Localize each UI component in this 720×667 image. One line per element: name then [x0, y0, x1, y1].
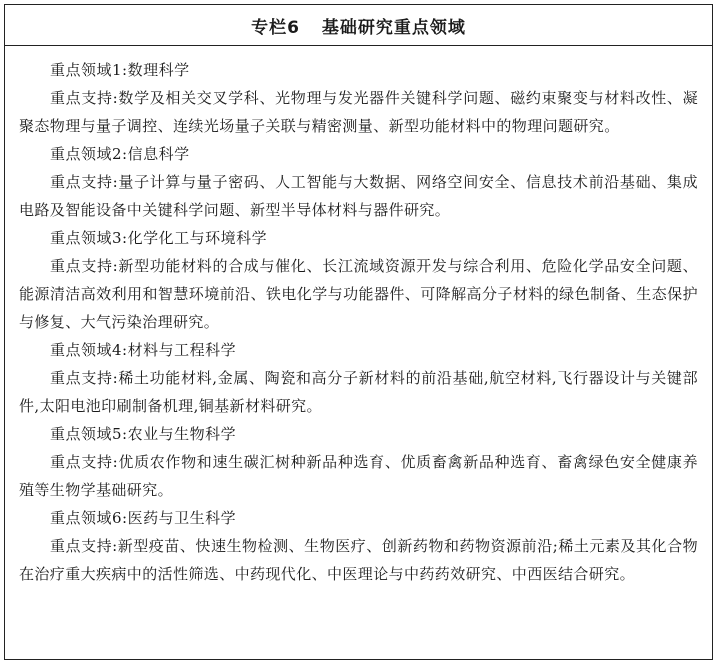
box-label: 专栏6 — [251, 17, 300, 38]
area-heading: 重点领域5:农业与生物科学 — [50, 425, 237, 443]
area-block — [19, 140, 698, 224]
area-block — [19, 420, 698, 504]
area-support: 重点支持:量子计算与量子密码、人工智能与大数据、网络空间安全、信息技术前沿基础、集成电路及智能设备中关键科学问题、新型半导体材料与器件研究。 — [19, 173, 698, 219]
area-support: 重点支持:优质农作物和速生碳汇树种新品种选育、优质畜禽新品种选育、畜禽绿色安全健康养殖等生物学基础研究。 — [19, 453, 698, 499]
area-block — [19, 56, 698, 140]
box-title-bar — [5, 5, 712, 46]
area-support: 重点支持:新型功能材料的合成与催化、长江流域资源开发与综合利用、危险化学品安全问题、能源清洁高效利用和智慧环境前沿、铁电化学与功能器件、可降解高分子材料的绿色制备、生态保护与修复、大气污染治理研究。 — [19, 257, 698, 331]
area-block — [19, 336, 698, 420]
feature-box — [4, 4, 713, 660]
area-heading: 重点领域1:数理科学 — [50, 61, 190, 79]
area-heading: 重点领域2:信息科学 — [50, 145, 190, 163]
area-block — [19, 224, 698, 336]
area-heading: 重点领域4:材料与工程科学 — [50, 341, 237, 359]
area-heading: 重点领域3:化学化工与环境科学 — [50, 229, 268, 247]
area-support: 重点支持:数学及相关交叉学科、光物理与发光器件关键科学问题、磁约束聚变与材料改性、凝聚态物理与量子调控、连续光场量子关联与精密测量、新型功能材料中的物理问题研究。 — [19, 89, 698, 135]
area-support: 重点支持:新型疫苗、快速生物检测、生物医疗、创新药物和药物资源前沿;稀土元素及其化合物在治疗重大疾病中的活性筛选、中药现代化、中医理论与中药药效研究、中西医结合研究。 — [19, 537, 698, 583]
area-support: 重点支持:稀土功能材料,金属、陶瓷和高分子新材料的前沿基础,航空材料,飞行器设计与关键部件,太阳电池印刷制备机理,铜基新材料研究。 — [19, 369, 698, 415]
area-block — [19, 504, 698, 588]
area-heading: 重点领域6:医药与卫生科学 — [50, 509, 237, 527]
box-content — [5, 46, 712, 588]
box-title: 基础研究重点领域 — [321, 17, 466, 38]
